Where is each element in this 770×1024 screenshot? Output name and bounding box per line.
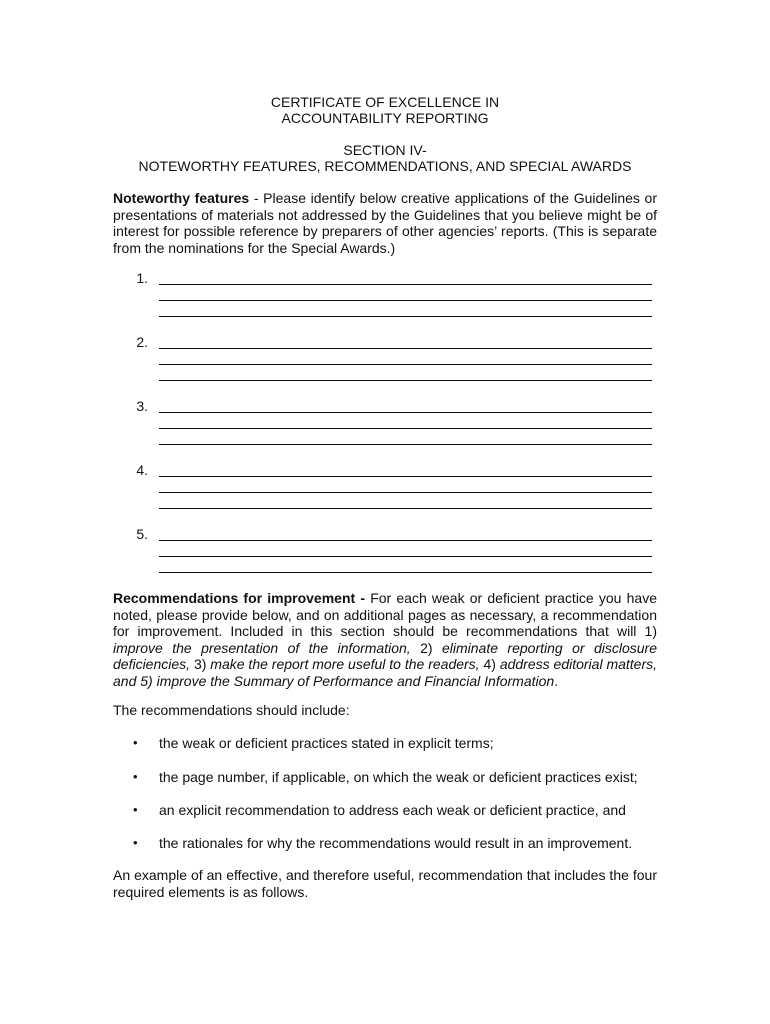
list-item-text: the weak or deficient practices stated in explicit terms; bbox=[159, 735, 494, 751]
bullet-icon: • bbox=[133, 835, 138, 850]
recommendation-item-1: improve the presentation of the information, bbox=[113, 639, 411, 656]
entry-5-line-3[interactable] bbox=[159, 572, 652, 573]
list-item-text: the page number, if applicable, on which the weak or deficient practices exist; bbox=[159, 769, 638, 785]
example-paragraph: An example of an effective, and therefore useful, recommendation that includes the four required elements is as follows. bbox=[113, 867, 657, 900]
recommendation-sep-4: 4) bbox=[479, 656, 500, 672]
entry-4-line-3[interactable] bbox=[159, 508, 652, 509]
entry-number-1: 1. bbox=[136, 270, 148, 286]
entry-number-4: 4. bbox=[136, 462, 148, 478]
entry-number-3: 3. bbox=[136, 398, 148, 414]
entry-1-line-3[interactable] bbox=[159, 316, 652, 317]
title-line-2: ACCOUNTABILITY REPORTING bbox=[281, 110, 489, 126]
recommendation-item-2: eliminate reporting or disclosure deficiencies, bbox=[113, 639, 657, 672]
certificate-title bbox=[0, 94, 770, 126]
noteworthy-text: - Please identify below creative applications of the Guidelines or presentations of materials not addressed by the Guidelines that you believe might be of interest for possible reference by preparers of other agencies’ reports. (This is separate from the nominations for the Special Awards.) bbox=[113, 190, 658, 256]
list-item-text: the rationales for why the recommendations would result in an improvement. bbox=[159, 835, 633, 851]
entry-1-line-2[interactable] bbox=[159, 300, 652, 301]
entry-2-line-3[interactable] bbox=[159, 380, 652, 381]
entry-2-line-1[interactable] bbox=[159, 348, 652, 349]
title-line-1: CERTIFICATE OF EXCELLENCE IN bbox=[270, 94, 500, 110]
section-line-2: NOTEWORTHY FEATURES, RECOMMENDATIONS, AND SPECIAL AWARDS bbox=[138, 158, 632, 174]
recommendations-intro: The recommendations should include: bbox=[113, 702, 350, 718]
entry-3-line-3[interactable] bbox=[159, 444, 652, 445]
recommendations-heading: Recommendations for improvement - bbox=[113, 590, 366, 606]
recommendation-sep-3: 3) bbox=[190, 656, 211, 672]
recommendation-item-4: address editorial matters, and 5) improve the Summary of Performance and Financial Information bbox=[113, 656, 658, 689]
noteworthy-features-paragraph bbox=[113, 190, 657, 256]
recommendation-end: . bbox=[554, 672, 559, 689]
bullet-icon: • bbox=[133, 802, 138, 817]
recommendations-text: For each weak or deficient practice you have noted, please provide below, and on additional pages as necessary, a recommendation for improvement. Included in this section should be recommendations that will 1) bbox=[113, 590, 658, 639]
entry-4-line-1[interactable] bbox=[159, 476, 652, 477]
entry-1-line-1[interactable] bbox=[159, 284, 652, 285]
entry-2-line-2[interactable] bbox=[159, 364, 652, 365]
recommendation-item-3: make the report more useful to the readers, bbox=[210, 656, 480, 672]
section-heading bbox=[0, 142, 770, 174]
list-item-text: an explicit recommendation to address each weak or deficient practice, and bbox=[159, 802, 626, 818]
entry-3-line-1[interactable] bbox=[159, 412, 652, 413]
noteworthy-heading: Noteworthy features bbox=[113, 190, 250, 206]
entry-number-5: 5. bbox=[136, 526, 148, 542]
entry-4-line-2[interactable] bbox=[159, 492, 652, 493]
entry-3-line-2[interactable] bbox=[159, 428, 652, 429]
entry-number-2: 2. bbox=[136, 334, 148, 350]
recommendations-paragraph bbox=[113, 590, 657, 689]
recommendation-sep-2: 2) bbox=[410, 639, 442, 656]
bullet-icon: • bbox=[133, 769, 138, 784]
entry-5-line-2[interactable] bbox=[159, 556, 652, 557]
section-line-1: SECTION IV- bbox=[343, 142, 427, 158]
bullet-icon: • bbox=[133, 735, 138, 750]
entry-5-line-1[interactable] bbox=[159, 540, 652, 541]
